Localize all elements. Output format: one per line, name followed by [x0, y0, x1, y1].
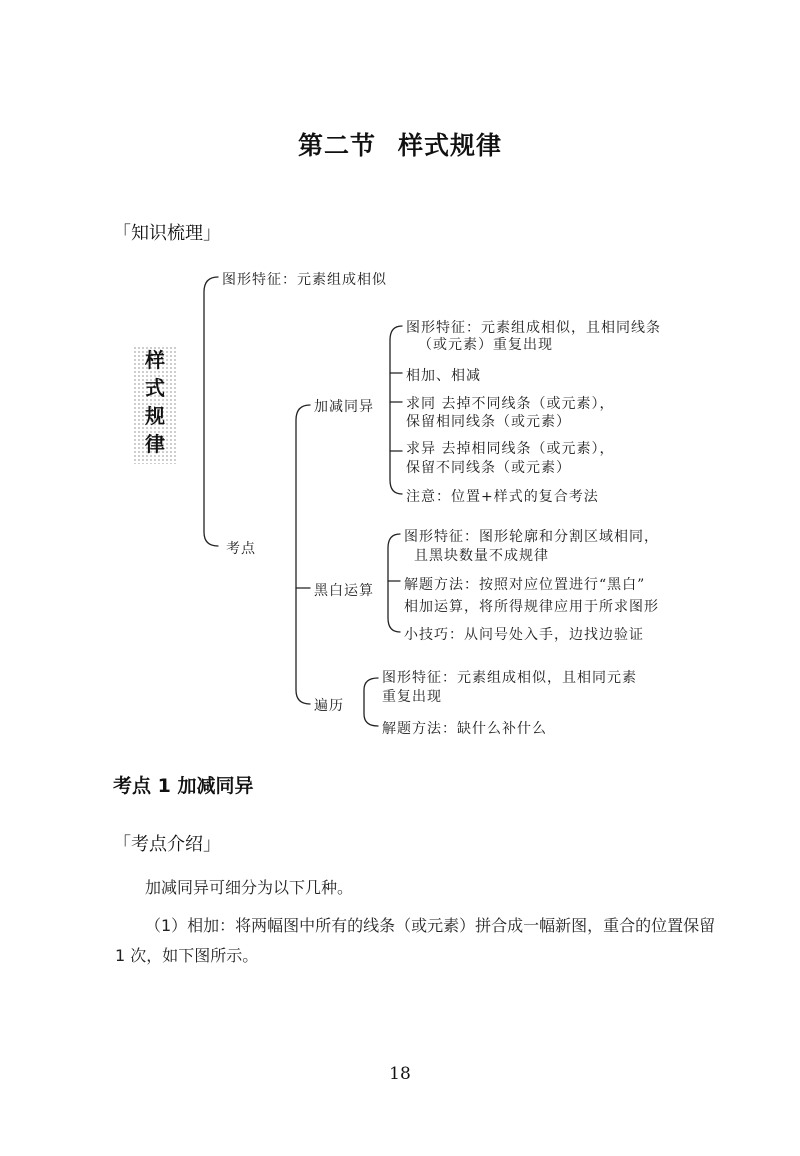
intro-header: 「考点介绍」 — [113, 834, 221, 855]
bw-bracket — [388, 534, 400, 632]
bw-feature-line2: 且黑块数量不成规律 — [414, 548, 549, 564]
addsub-diff-line1: 求异 去掉相同线条（或元素）， — [406, 441, 615, 457]
section-name: 样式规律 — [398, 131, 503, 160]
bw-feature-line1: 图形特征：图形轮廓和分割区域相同， — [404, 529, 659, 545]
traverse-feature-line2: 重复出现 — [382, 689, 442, 705]
section-number: 第二节 — [297, 131, 376, 160]
bw-method-line1: 解题方法：按照对应位置进行“黑白” — [404, 577, 646, 593]
addsub-note: 注意：位置+样式的复合考法 — [406, 489, 599, 505]
kaodian-bracket — [296, 405, 310, 704]
addsub-same-line1: 求同 去掉不同线条（或元素）， — [406, 396, 615, 412]
root-char: 规 — [145, 404, 165, 428]
addsub-diff-line2: 保留不同线条（或元素） — [406, 460, 571, 476]
root-bracket — [204, 277, 218, 546]
addsub-node: 加减同异 — [314, 399, 374, 415]
kaodian-node: 考点 — [226, 541, 256, 557]
shape-feature-node: 图形特征：元素组成相似 — [222, 272, 387, 288]
knowledge-header: 「知识梳理」 — [113, 223, 221, 244]
paragraph-1: 加减同异可细分为以下几种。 — [145, 878, 354, 897]
kaodian1-heading: 考点 1 加减同异 — [113, 775, 254, 797]
bw-tip: 小技巧：从问号处入手，边找边验证 — [404, 627, 644, 643]
root-char: 式 — [145, 376, 165, 400]
addsub-add: 相加、相减 — [406, 368, 481, 384]
addsub-same-line2: 保留相同线条（或元素） — [406, 414, 571, 430]
traverse-bracket — [364, 678, 378, 726]
paragraph-2-line2: 1 次，如下图所示。 — [115, 946, 259, 965]
root-char: 样 — [145, 348, 165, 372]
addsub-feature-line2: （或元素）重复出现 — [418, 337, 553, 353]
page-number: 18 — [389, 1064, 411, 1084]
bw-method-line2: 相加运算，将所得规律应用于所求图形 — [404, 599, 659, 615]
traverse-node: 遍历 — [314, 698, 344, 714]
mindmap-root — [133, 346, 177, 464]
bw-node: 黑白运算 — [314, 583, 374, 599]
traverse-feature-line1: 图形特征：元素组成相似，且相同元素 — [382, 670, 637, 686]
root-char: 律 — [145, 432, 165, 456]
addsub-bracket — [390, 326, 402, 494]
paragraph-2-line1: （1）相加：将两幅图中所有的线条（或元素）拼合成一幅新图，重合的位置保留 — [145, 916, 715, 935]
traverse-method: 解题方法：缺什么补什么 — [382, 721, 547, 737]
addsub-feature-line1: 图形特征：元素组成相似，且相同线条 — [406, 320, 661, 336]
